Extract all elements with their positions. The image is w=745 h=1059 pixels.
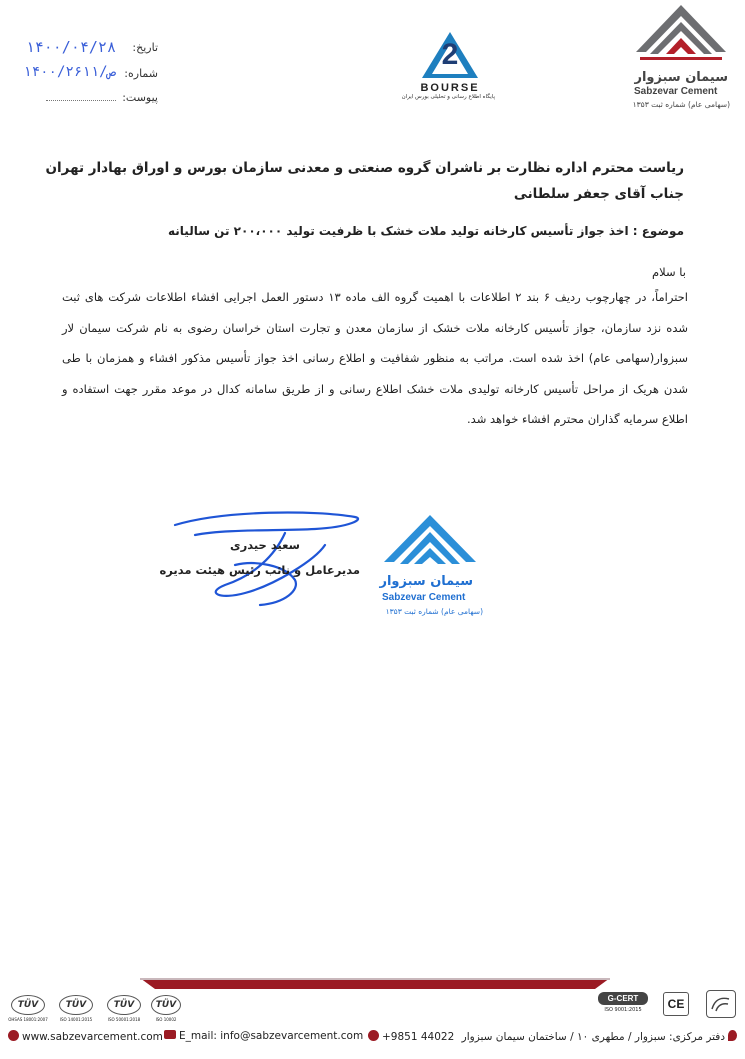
company-stamp	[378, 512, 483, 622]
phone-text: +9851 44022	[382, 1031, 455, 1043]
cert-caption: ISO 14001:2015	[59, 1017, 93, 1022]
bourse-name: BOURSE	[420, 82, 480, 94]
date-label: تاریخ:	[132, 41, 158, 54]
cert-caption: ISO 50001:2018	[107, 1017, 141, 1022]
bourse-logo	[401, 30, 495, 120]
date-field	[18, 38, 158, 60]
gcert	[598, 992, 648, 1022]
number-value: ۱۴۰۰/ص/۲۶۱۱	[23, 64, 116, 80]
attachment-line	[46, 100, 116, 101]
tuv-badge-icon: TÜV	[107, 995, 141, 1015]
addressee-line-2: جناب آقای جعفر سلطانی	[513, 186, 684, 202]
stamp-name-en: Sabzevar Cement	[382, 592, 466, 603]
cert-1	[8, 995, 48, 1025]
tuv-badge-icon: TÜV	[11, 995, 45, 1015]
company-name-en: Sabzevar Cement	[634, 86, 718, 97]
footer-email[interactable]	[164, 1030, 363, 1042]
cert-caption: ISO 10002	[155, 1017, 177, 1022]
bourse-subtitle: پایگاه اطلاع رسانی و تحلیلی بورس ایران	[401, 94, 495, 100]
footer-ribbon-icon	[140, 975, 610, 991]
number-field	[8, 64, 158, 86]
website-text: www.sabzevarcement.com	[22, 1031, 163, 1043]
ce-mark-icon: CE	[663, 992, 689, 1016]
stamp-reg-text: (سهامی عام) شماره ثبت ۱۳۵۳	[385, 607, 483, 616]
signatory-name: سعید حیدری	[230, 538, 300, 552]
gcert-badge-icon: G-CERT	[598, 992, 648, 1005]
footer-phone[interactable]	[368, 1030, 454, 1043]
date-value: ۱۴۰۰/۰۴/۲۸	[25, 38, 116, 56]
phone-icon	[368, 1030, 379, 1041]
location-pin-icon	[728, 1030, 737, 1041]
gcert-caption: ISO 9001:2015	[604, 1007, 642, 1013]
footer-website[interactable]	[8, 1030, 163, 1043]
cert-2	[56, 995, 96, 1025]
email-text: E_mail: info@sabzevarcement.com	[179, 1030, 364, 1042]
letter-body: احتراماً، در چهارچوب ردیف ۶ بند ۲ اطلاعات با اهمیت گروه الف ماده ۱۳ دستور العمل اجرایی افشاء اطلاعات شرکت های ثبت شده نزد سازمان، جواز تأسیس کارخانه ملات خشک از سازمان معدن و تجارت استان خراسان رضوی به نام شرکت سیمان لار سبزوار(سهامی عام) اخذ شده است. مراتب به منظور شفافیت و اطلاع رسانی اخذ جواز تأسیس مذکور افشاء و همزمان با طی شدن هریک از مراحل تأسیس کارخانه تولیدی ملات خشک اطلاع رسانی و از طریق سامانه کدال در موعد مقرر جهت استفاده و اطلاع سرمایه گذاران محترم افشاء خواهد شد.	[62, 290, 688, 426]
company-reg-text: (سهامی عام) شماره ثبت ۱۳۵۳	[632, 100, 730, 109]
attachment-label: پیوست:	[122, 91, 158, 104]
footer-address	[461, 1030, 737, 1043]
company-logo	[626, 2, 736, 112]
addressee-line-1: ریاست محترم اداره نظارت بر ناشران گروه صنعتی و معدنی سازمان بورس و اوراق بهادار تهران	[45, 160, 684, 176]
number-label: شماره:	[124, 67, 158, 80]
handwritten-signature-icon	[165, 505, 375, 615]
cert-4	[148, 995, 184, 1025]
stamp-name-fa: سیمان سبزوار	[379, 574, 473, 589]
company-logo-mark-icon	[626, 2, 736, 72]
stamp-logo-icon	[378, 512, 483, 576]
subject-line: موضوع : اخذ جواز تأسیس کارخانه تولید ملات خشک با ظرفیت تولید ۲۰۰،۰۰۰ تن سالیانه	[168, 224, 684, 238]
tuv-badge-icon: TÜV	[151, 995, 181, 1015]
footer-band	[140, 975, 610, 991]
address-text: دفتر مرکزی: سبزوار / مطهری ۱۰ / ساختمان سیمان سبزوار	[461, 1031, 725, 1043]
standard-mark-icon	[706, 990, 736, 1018]
signatory-title: مدیرعامل و نائب رئیس هیئت مدیره	[159, 563, 360, 577]
globe-icon	[8, 1030, 19, 1041]
company-name-fa: سیمان سبزوار	[634, 70, 728, 85]
cert-3	[104, 995, 144, 1025]
email-icon	[164, 1030, 176, 1039]
attachment-field	[8, 88, 158, 108]
tuv-badge-icon: TÜV	[59, 995, 93, 1015]
greeting: با سلام	[652, 265, 686, 279]
bourse-digit: 2	[441, 38, 459, 71]
signature-scribble	[165, 505, 375, 615]
cert-caption: OHSAS 18001:2007	[8, 1017, 48, 1022]
